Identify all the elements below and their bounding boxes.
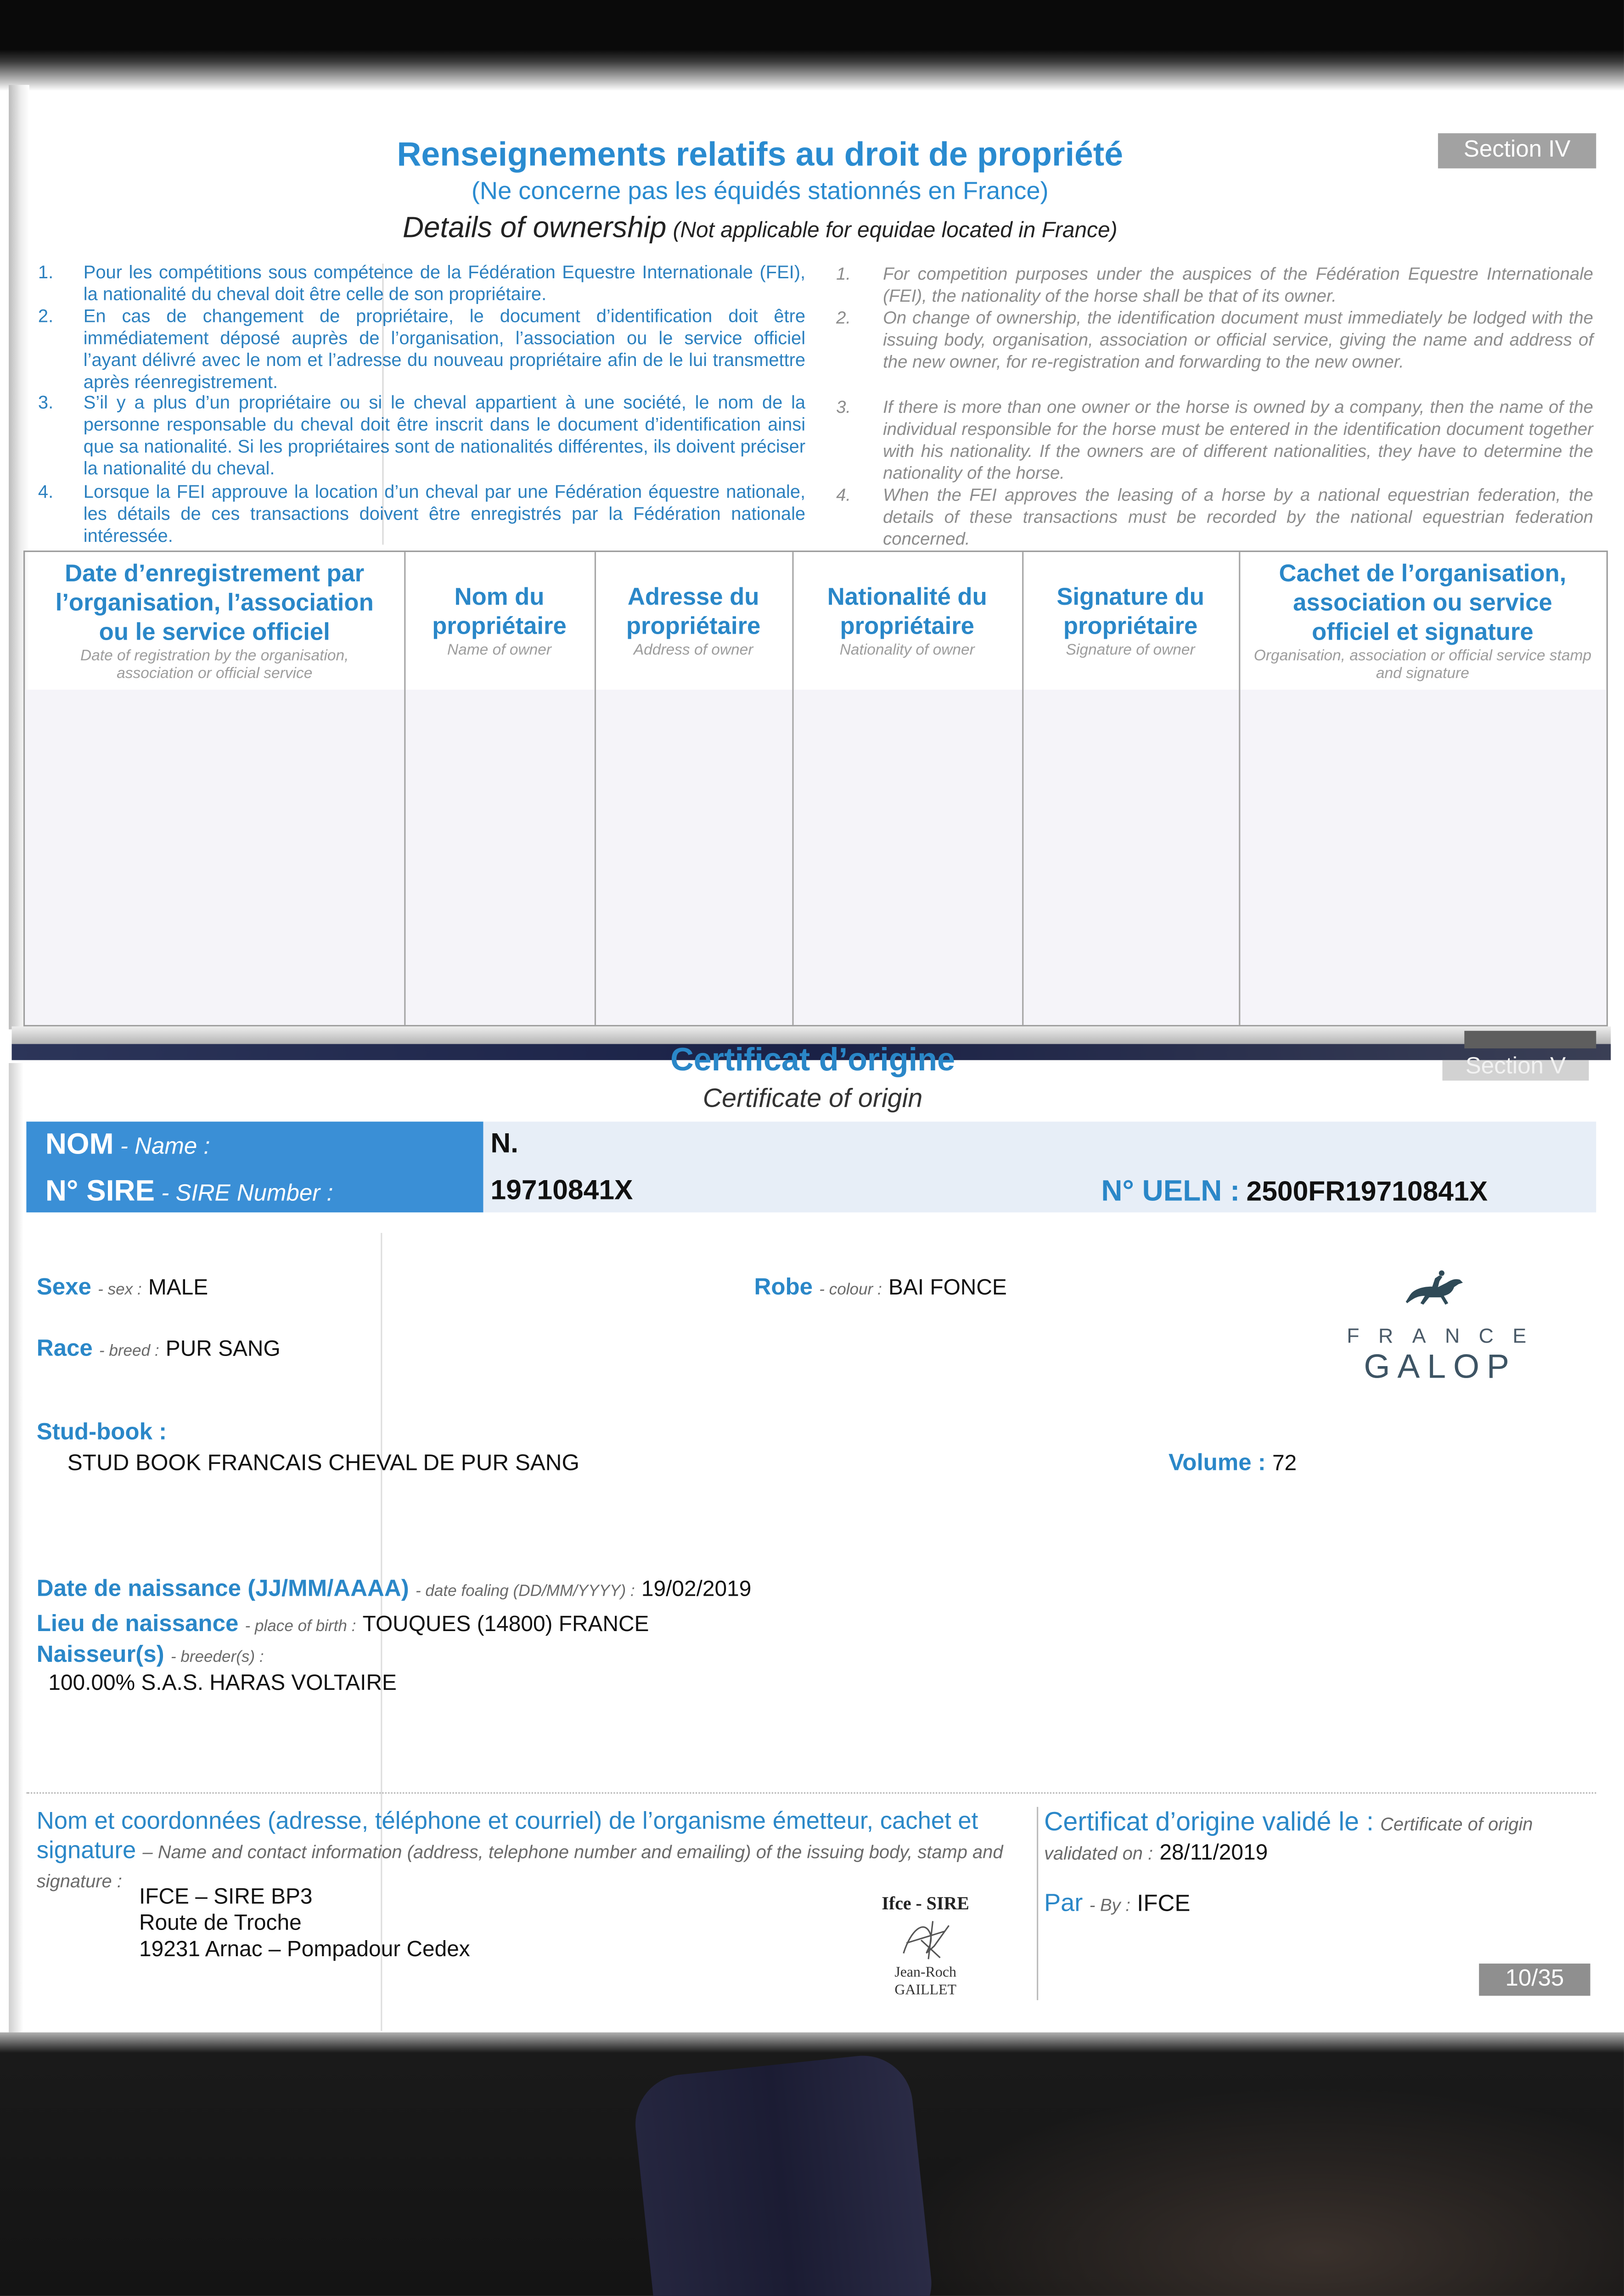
birth-place-label-en: - place of birth :: [245, 1618, 356, 1636]
birth-place-field: [37, 1611, 649, 1642]
rule-fr-3: [38, 393, 805, 480]
birth-date-value: 19/02/2019: [641, 1577, 752, 1602]
stamp-org: Ifce - SIRE: [882, 1893, 969, 1914]
colour-label: Robe: [754, 1275, 813, 1300]
issuer-label-en: – Name and contact information (address, telephone number and emailing) of the issuing body, stamp and signature :: [36, 1841, 1003, 1892]
studbook-value: STUD BOOK FRANCAIS CHEVAL DE PUR SANG: [67, 1451, 579, 1476]
logo-galop: GALOP: [1364, 1347, 1517, 1385]
issuer-label-fr: Nom et coordonnées (adresse, téléphone et courriel) de l’organisme émetteur, cachet et signature: [36, 1808, 978, 1863]
column-subtitle: Nationality of owner: [839, 641, 975, 659]
breeders-label-en: - breeder(s) :: [170, 1649, 264, 1666]
name-label: [45, 1127, 210, 1165]
name-label-fr: NOM: [45, 1129, 114, 1161]
ownership-table: [23, 551, 1608, 1026]
column-title: Signature du propriétaire: [1056, 584, 1204, 640]
stamp-signatory-first: Jean-Roch: [894, 1965, 956, 1981]
column-title: Cachet de l’organisation, association ou service officiel et signature: [1279, 561, 1567, 646]
birth-date-label: Date de naissance (JJ/MM/AAAA): [36, 1577, 409, 1602]
rule-number: 2.: [836, 307, 851, 328]
section-iv-badge: Section IV: [1438, 133, 1596, 169]
name-value: N.: [490, 1129, 519, 1160]
signature-scribble: [889, 1915, 962, 1965]
rule-text: For competition purposes under the auspices of the Fédération Equestre Internationale (FEI), the nationality of the horse shall be that of its owner.: [883, 263, 1593, 306]
breed-label: Race: [36, 1337, 93, 1362]
birth-place-value: TOUQUES (14800) FRANCE: [362, 1612, 649, 1637]
issuer-address-line: Route de Troche: [139, 1911, 302, 1936]
validation-date: 28/11/2019: [1159, 1840, 1268, 1866]
name-label-en: - Name :: [120, 1135, 210, 1160]
rule-en-2: [836, 308, 1593, 373]
stamp-signatory-last: GAILLET: [894, 1982, 956, 1999]
issuer-label: [37, 1808, 1015, 1897]
official-stamp: [861, 1892, 990, 2000]
rule-number: 2.: [38, 306, 54, 327]
colour-field: [754, 1274, 1006, 1305]
section-v-badge: [1442, 1054, 1589, 1081]
rule-text: If there is more than one owner or the horse is owned by a company, then the name of the individual responsible for the horse must be entered in the identification document together with his nationality. If the owners are of different nationalities, they have to determine the nationality of the horse.: [883, 397, 1593, 484]
birth-place-label: Lieu de naissance: [36, 1612, 239, 1637]
volume-value: 72: [1272, 1451, 1297, 1476]
sire-label-en: - SIRE Number :: [161, 1182, 333, 1207]
dotted-separator: [26, 1792, 1596, 1794]
logo-france: FRANCE: [1347, 1323, 1545, 1347]
rule-en-1: [836, 264, 1593, 308]
section-subtitle-en: (Not applicable for equidae located in France): [673, 218, 1118, 243]
section-title-en-line: [174, 208, 1346, 252]
issuer-address: [139, 1885, 470, 1964]
breeders-field: [37, 1642, 264, 1672]
rule-number: 3.: [38, 392, 54, 413]
watch-strap: [630, 2051, 936, 2296]
breeders-label: Naisseur(s): [36, 1643, 164, 1668]
rule-text: Lorsque la FEI approuve la location d’un cheval par une Fédération équestre nationale, les détails de ces transactions doivent être enregistrés par la Fédération nationale intéressée.: [83, 482, 806, 546]
rule-text: When the FEI approves the leasing of a horse by a national equestrian federation, the details of these transactions must be recorded by the national equestrian federation concerned.: [883, 484, 1593, 549]
issuer-address-line: IFCE – SIRE BP3: [139, 1884, 313, 1910]
column-subtitle: Name of owner: [447, 641, 552, 659]
ueln-label: N° UELN :: [1101, 1176, 1240, 1208]
volume-field: [1169, 1450, 1297, 1479]
validated-by-value: IFCE: [1137, 1891, 1191, 1917]
column-header-official-stamp: [1239, 552, 1607, 690]
validated-by-label-en: - By :: [1089, 1895, 1130, 1915]
validated-by-label: Par: [1044, 1889, 1083, 1917]
colour-value: BAI FONCE: [888, 1275, 1007, 1300]
column-divider: [1239, 552, 1240, 1025]
rule-fr-4: [38, 482, 805, 547]
section-title-en: Details of ownership: [402, 212, 667, 245]
validation-label-fr: Certificat d’origine validé le :: [1044, 1806, 1374, 1836]
column-title: Nom du propriétaire: [432, 584, 567, 640]
page-number-badge: 10/35: [1479, 1964, 1590, 1996]
sire-value: 19710841X: [490, 1176, 633, 1207]
column-title: Nationalité du propriétaire: [827, 584, 987, 640]
rule-number: 1.: [38, 262, 54, 283]
sire-label-fr: N° SIRE: [45, 1176, 155, 1208]
column-subtitle: Organisation, association or official service stamp and signature: [1253, 647, 1592, 682]
studbook-label: [37, 1419, 167, 1448]
column-subtitle: Signature of owner: [1066, 641, 1195, 659]
rule-text: Pour les compétitions sous compétence de la Fédération Equestre Internationale (FEI), la nationalité du cheval doit être celle de son propriétaire.: [83, 262, 806, 305]
rule-number: 1.: [836, 263, 851, 284]
column-divider: [404, 552, 405, 1025]
rule-number: 4.: [38, 482, 54, 502]
rule-number: 3.: [836, 397, 851, 417]
column-header-owner-name: [404, 552, 595, 690]
breed-value: PUR SANG: [165, 1337, 281, 1362]
column-title: Adresse du propriétaire: [626, 584, 761, 640]
certificate-heading-fr-clip: [447, 1041, 1179, 1081]
studbook-label-text: Stud-book :: [36, 1420, 167, 1446]
issuer-validation-divider: [1037, 1807, 1038, 2000]
rule-text: On change of ownership, the identification document must immediately be lodged with the issuing body, organisation, association or official service, giving the name and address of the new owner, for re-registration and forwarding to the new owner.: [883, 307, 1593, 372]
rule-text: S’il y a plus d’un propriétaire ou si le cheval appartient à une société, le nom de la personne responsable du cheval doit être inscrit dans le document d’identification ainsi que sa nationalité. Si les propriétaires sont de nationalités différentes, ils doivent préciser la nationalité du cheval.: [83, 392, 806, 479]
certificate-heading-fr: Certificat d’origine: [670, 1041, 955, 1078]
rule-en-3: [836, 397, 1593, 484]
ueln-value: 2500FR19710841X: [1246, 1177, 1488, 1208]
volume-label: Volume :: [1169, 1451, 1266, 1476]
sex-value: MALE: [148, 1275, 208, 1300]
page-junction-block: [1464, 1031, 1596, 1048]
column-divider: [1022, 552, 1023, 1025]
rule-fr-2: [38, 306, 805, 394]
rule-en-4: [836, 484, 1593, 550]
section-iv-heading: [174, 132, 1346, 252]
rule-text: En cas de changement de propriétaire, le document d’identification doit être immédiatement déposé auprès de l’organisation, l’association ou le service officiel l’ayant délivré avec le nom et l’adresse du nouveau propriétaire afin de le lui transmettre après réenregistrement.: [83, 306, 806, 393]
lower-page-edge-shadow: [9, 1063, 23, 2032]
breed-label-en: - breed :: [99, 1343, 159, 1361]
rule-number: 4.: [836, 484, 851, 506]
birth-date-field: [37, 1576, 752, 1606]
column-title: Date d’enregistrement par l’organisation, l’association ou le service officiel: [55, 561, 374, 646]
scan-bottom-background: [0, 2032, 1624, 2296]
scan-crease-upper: [382, 264, 383, 545]
sire-label: [45, 1174, 333, 1212]
column-header-owner-signature: [1022, 552, 1239, 690]
birth-date-label-en: - date foaling (DD/MM/YYYY) :: [415, 1582, 635, 1601]
certificate-heading-en: Certificate of origin: [702, 1083, 923, 1113]
section-subtitle-fr: (Ne concerne pas les équidés stationnés en France): [471, 177, 1049, 205]
validation-label: [1044, 1807, 1571, 1868]
sex-label: Sexe: [36, 1275, 91, 1300]
column-header-owner-nationality: [792, 552, 1022, 690]
sex-field: [37, 1274, 208, 1305]
validated-by: [1044, 1889, 1190, 1919]
ueln: [1101, 1174, 1488, 1212]
scan-top-edge: [0, 0, 1624, 91]
validation-label-en: Certificate of origin validated on :: [1044, 1814, 1533, 1864]
column-subtitle: Date of registration by the organisation, association or official service: [80, 647, 349, 682]
issuer-address-line: 19231 Arnac – Pompadour Cedex: [139, 1937, 470, 1962]
column-header-owner-address: [595, 552, 792, 690]
rule-fr-1: [38, 262, 805, 306]
column-divider: [595, 552, 596, 1025]
ownership-table-body: [25, 690, 1606, 1025]
horse-jockey-icon: [1403, 1268, 1467, 1312]
breed-field: [37, 1335, 281, 1366]
column-header-registration-date: [25, 552, 404, 690]
column-subtitle: Address of owner: [633, 641, 753, 659]
sex-label-en: - sex :: [98, 1281, 142, 1299]
column-divider: [792, 552, 793, 1025]
section-title-fr: Renseignements relatifs au droit de propriété: [397, 135, 1124, 173]
colour-label-en: - colour :: [819, 1281, 882, 1299]
breeders-value: 100.00% S.A.S. HARAS VOLTAIRE: [48, 1671, 397, 1696]
section-v-badge-text: Section V: [1465, 1054, 1566, 1080]
